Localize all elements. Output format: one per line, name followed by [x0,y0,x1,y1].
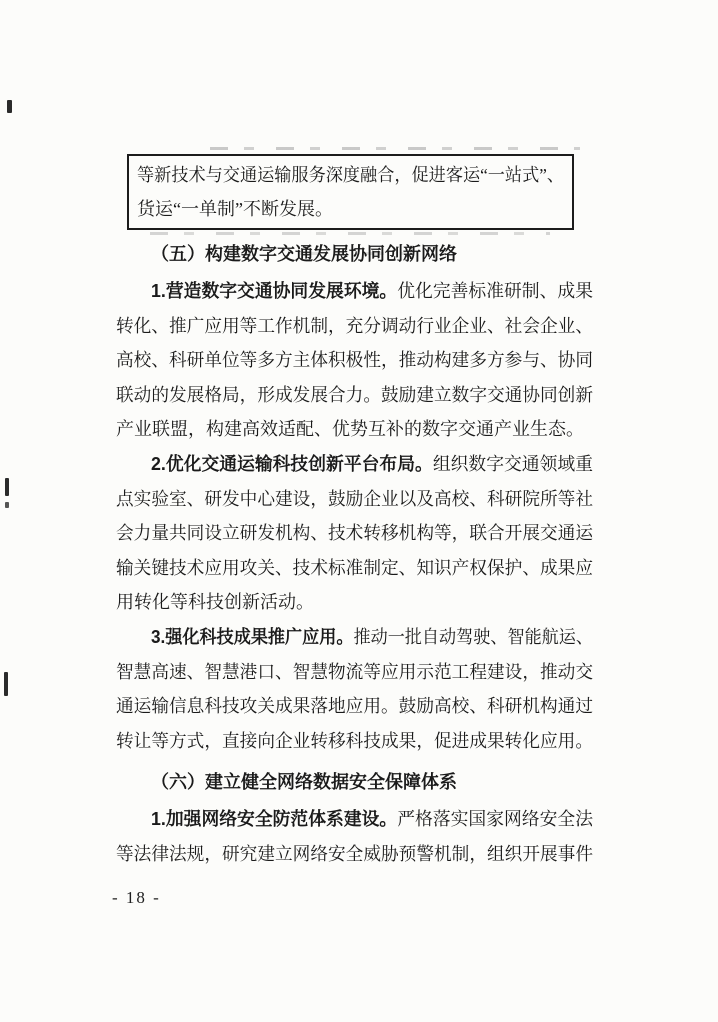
text-column [116,154,593,872]
text-line: 货运“一单制”不断发展。 [137,199,333,219]
bold-lead-text: 1.营造数字交通协同发展环境。 [151,281,398,301]
page-number: - 18 - [112,888,161,907]
text-line: 等新技术与交通运输服务深度融合，促进客运“一站式”、 [137,165,564,185]
paragraph [116,802,593,871]
text-line: 等法律法规，研究建立网络安全威胁预警机制，组织开展事件 [116,843,593,864]
paragraph [116,620,593,758]
paragraph [116,447,593,620]
text-line: 用转化等科技创新活动。 [116,592,314,613]
scan-artifact [5,478,9,496]
bold-lead-text: 1.加强网络安全防范体系建设。 [151,809,398,830]
text-line: 输关键技术应用攻关、技术标准制定、知识产权保护、成果应 [116,557,593,578]
text-line: 转化、推广应用等工作机制，充分调动行业企业、社会企业、 [116,315,593,336]
text-line: 高校、科研单位等多方主体积极性，推动构建多方参与、协同 [116,350,593,371]
text-line: 2.优化交通运输科技创新平台布局。组织数字交通领域重 [151,453,593,474]
text-line: 1.营造数字交通协同发展环境。优化完善标准研制、成果 [151,281,593,301]
text-line: 转让等方式，直接向企业转移科技成果，促进成果转化应用。 [116,730,593,751]
text-line: 智慧高速、智慧港口、智慧物流等应用示范工程建设，推动交 [116,661,593,682]
text-line: 1.加强网络安全防范体系建设。严格落实国家网络安全法 [151,809,593,830]
bold-lead-text: 2.优化交通运输科技创新平台布局。 [151,453,433,474]
spillover-box [127,154,574,230]
text-line: （六）建立健全网络数据安全保障体系 [151,772,457,793]
text-line: 产业联盟，构建高效适配、优势互补的数字交通产业生态。 [116,419,584,440]
section-heading [116,764,593,800]
scan-artifact [5,502,9,508]
text-column-flow [116,236,593,872]
section-heading [116,236,593,272]
text-line: 通运输信息科技攻关成果落地应用。鼓励高校、科研机构通过 [116,696,593,717]
bleed-through-marks [210,147,580,150]
bold-lead-text: 3.强化科技成果推广应用。 [151,626,354,647]
text-line: 3.强化科技成果推广应用。推动一批自动驾驶、智能航运、 [151,626,593,647]
scan-artifact [4,672,8,696]
text-line: 联动的发展格局，形成发展合力。鼓励建立数字交通协同创新 [116,384,593,405]
text-line: 会力量共同设立研发机构、技术转移机构等，联合开展交通运 [116,523,593,544]
text-line: 点实验室、研发中心建设，鼓励企业以及高校、科研院所等社 [116,488,593,509]
text-line: （五）构建数字交通发展协同创新网络 [151,244,457,264]
paragraph [116,274,593,447]
scan-artifact [7,100,12,113]
